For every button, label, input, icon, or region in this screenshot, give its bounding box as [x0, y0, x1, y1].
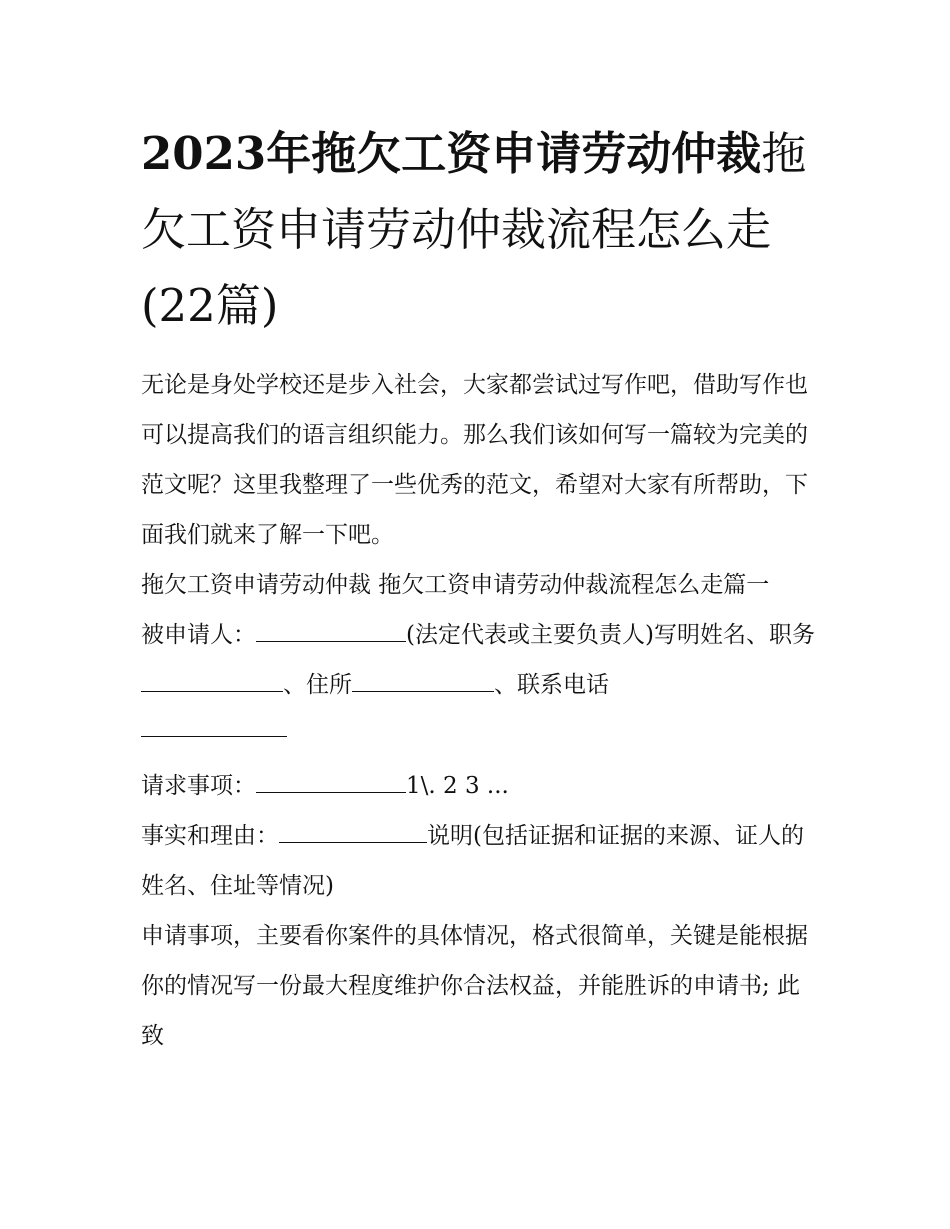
- title-rest-part: 拖欠工资申请劳动仲裁流程怎么走(22篇): [141, 127, 807, 332]
- phone-blank: [141, 710, 287, 737]
- position-blank: [141, 669, 283, 692]
- title-bold-part: 2023年拖欠工资申请劳动仲裁: [141, 127, 762, 180]
- claims-items: 1\. 2 3 ...: [406, 773, 509, 799]
- facts-label: 事实和理由：: [141, 823, 279, 849]
- section-heading: 拖欠工资申请劳动仲裁 拖欠工资申请劳动仲裁流程怎么走篇一: [141, 572, 770, 598]
- claims-paragraph: [141, 761, 821, 811]
- respondent-label: 被申请人：: [141, 622, 256, 648]
- facts-blank: [279, 820, 427, 843]
- claims-label: 请求事项：: [141, 773, 256, 799]
- address-blank: [352, 669, 494, 692]
- claims-blank: [256, 770, 406, 793]
- respondent-paragraph: [141, 610, 821, 710]
- facts-paragraph: [141, 811, 821, 911]
- phone-label: 、联系电话: [494, 672, 609, 698]
- respondent-note: (法定代表或主要负责人)写明姓名、职务: [406, 622, 815, 648]
- respondent-name-blank: [256, 619, 406, 642]
- advice-paragraph: 申请事项，主要看你案件的具体情况，格式很简单，关键是能根据你的情况写一份最大程度维护你合法权益，并能胜诉的申请书; 此致: [141, 923, 808, 1049]
- intro-paragraph: 无论是身处学校还是步入社会，大家都尝试过写作吧，借助写作也可以提高我们的语言组织能力。那么我们该如何写一篇较为完美的范文呢？这里我整理了一些优秀的范文，希望对大家有所帮助，下面我们就来了解一下吧。: [141, 372, 808, 548]
- address-label: 、住所: [283, 672, 352, 698]
- facts-note: 说明(包括证据和证据的来源、证人的姓名、住址等情况): [141, 823, 804, 899]
- document-content: [141, 116, 821, 1061]
- document-title: [141, 116, 821, 344]
